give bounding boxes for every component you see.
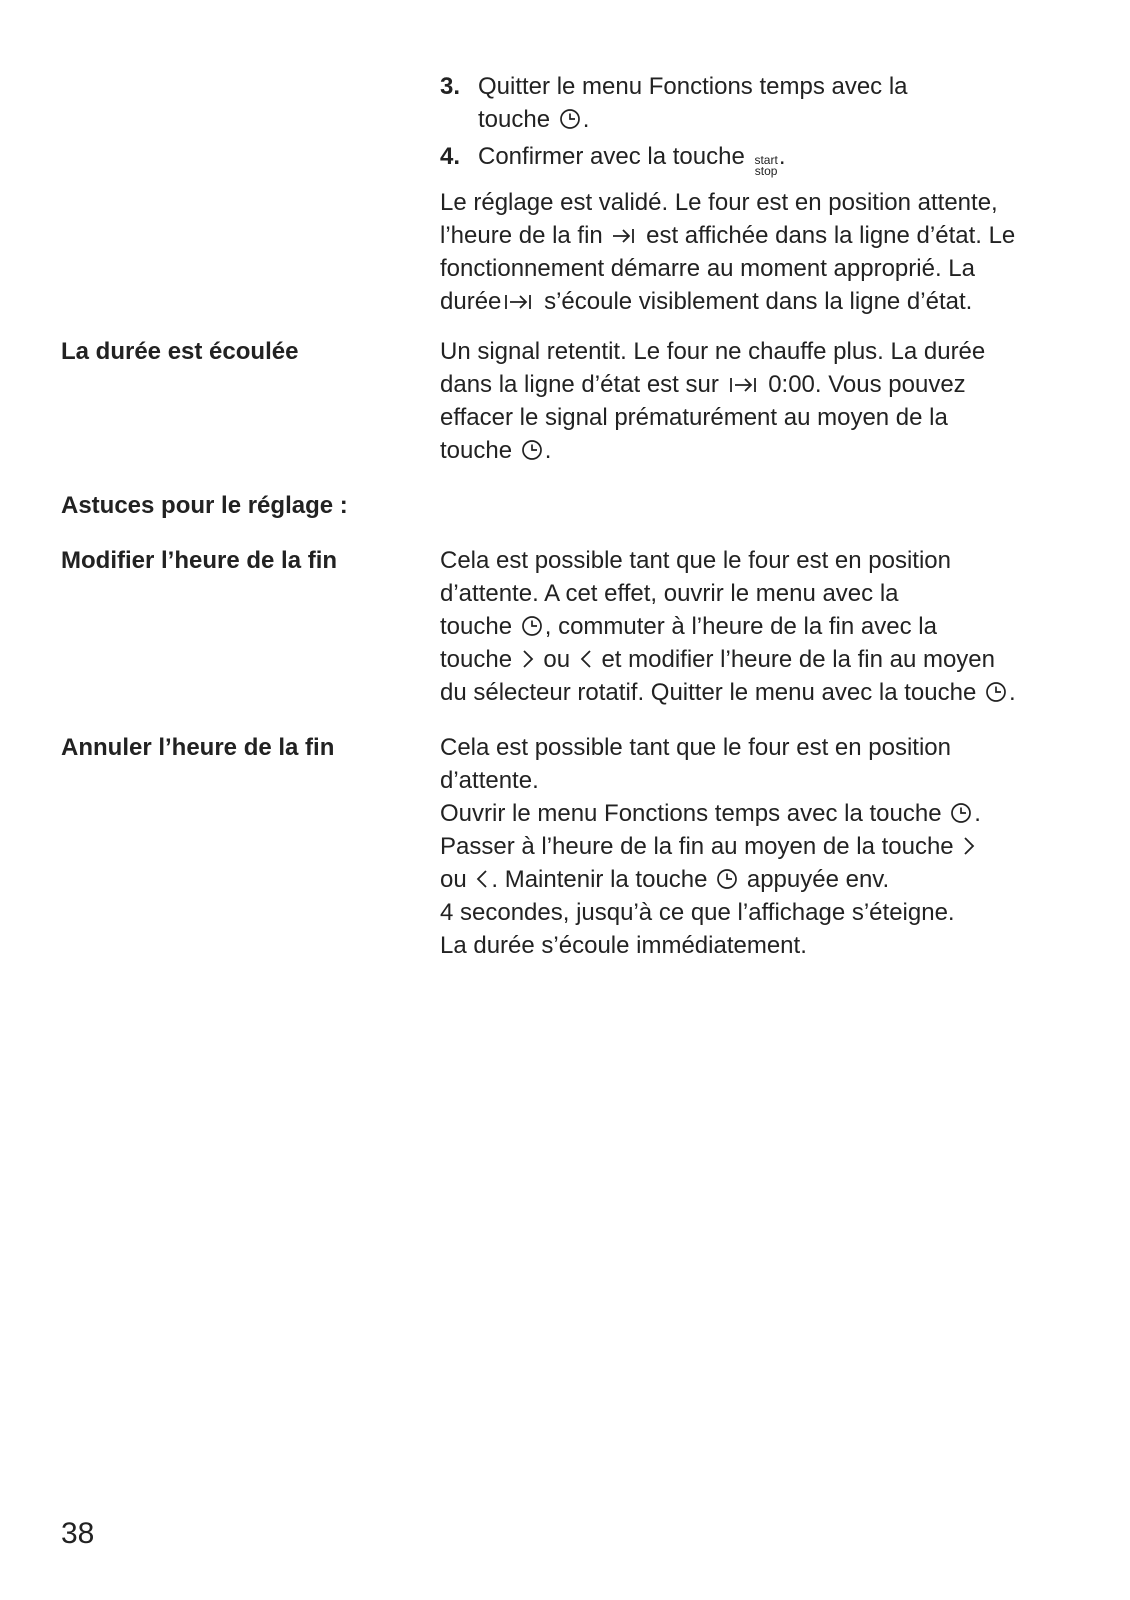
clock-icon: [716, 868, 738, 890]
paragraph-line: d’attente. A cet effet, ouvrir le menu avec la: [440, 580, 899, 607]
cancel-paragraph: [440, 731, 1080, 962]
paragraph-line: fonctionnement démarre au moment approprié. La: [440, 255, 975, 282]
text: est affichée dans la ligne d’état. Le: [646, 222, 1016, 249]
step-number: 4.: [440, 143, 461, 170]
text: dans la ligne d’état est sur: [440, 371, 719, 398]
text: touche: [440, 613, 513, 640]
step-text-line: [478, 103, 1080, 136]
section-heading-elapsed: La durée est écoulée: [61, 338, 299, 365]
page-number: 38: [61, 1517, 95, 1550]
paragraph-line: Cela est possible tant que le four est en position: [440, 734, 951, 761]
paragraph-line: [440, 676, 1080, 709]
step-4: [440, 140, 1080, 177]
start-key-label: start: [754, 153, 778, 167]
paragraph-line: 4 secondes, jusqu’à ce que l’affichage s’éteigne.: [440, 899, 955, 926]
text: Ouvrir le menu Fonctions temps avec la touche: [440, 800, 942, 827]
chevron-right-icon: [521, 648, 535, 670]
paragraph-line: La durée s’écoule immédiatement.: [440, 932, 807, 959]
text: touche: [440, 646, 513, 673]
duration-icon: [728, 375, 760, 395]
paragraph-line: Le réglage est validé. Le four est en position attente,: [440, 189, 998, 216]
text: . Maintenir la touche: [491, 866, 708, 893]
text: 0:00. Vous pouvez: [768, 371, 966, 398]
paragraph-line: [440, 285, 1080, 318]
paragraph-line: Cela est possible tant que le four est en position: [440, 547, 951, 574]
section-heading-cancel: Annuler l’heure de la fin: [61, 734, 335, 761]
step-text: Confirmer avec la touche: [478, 143, 745, 170]
text: , commuter à l’heure de la fin avec la: [544, 613, 937, 640]
step-text-line: [478, 140, 1080, 177]
paragraph-line: Un signal retentit. Le four ne chauffe plus. La durée: [440, 338, 986, 365]
paragraph-line: d’attente.: [440, 767, 539, 794]
text: et modifier l’heure de la fin au moyen: [601, 646, 996, 673]
end-time-icon: [611, 226, 637, 246]
paragraph-line: [440, 863, 1080, 896]
text: s’écoule visiblement dans la ligne d’état.: [544, 288, 973, 315]
step-text: Quitter le menu Fonctions temps avec la: [478, 73, 908, 100]
text: durée: [440, 288, 502, 315]
modify-paragraph: [440, 544, 1080, 709]
paragraph-line: [440, 368, 1080, 401]
section-heading-tips: Astuces pour le réglage :: [61, 492, 348, 519]
clock-icon: [559, 108, 581, 130]
paragraph-line: effacer le signal prématurément au moyen de la: [440, 404, 948, 431]
chevron-right-icon: [962, 835, 976, 857]
step-text: .: [582, 106, 590, 133]
paragraph-line: [440, 643, 1080, 676]
paragraph-line: [440, 219, 1080, 252]
paragraph-line: [440, 797, 1080, 830]
text: .: [544, 437, 552, 464]
step-text: .: [778, 143, 786, 170]
duration-icon: [503, 292, 535, 312]
clock-icon: [521, 615, 543, 637]
section-heading-modify: Modifier l’heure de la fin: [61, 547, 338, 574]
start-stop-key-icon: [754, 155, 777, 177]
text: .: [1008, 679, 1016, 706]
step-3: [440, 70, 1080, 136]
clock-icon: [985, 681, 1007, 703]
elapsed-paragraph: [440, 335, 1080, 467]
text: ou: [440, 866, 467, 893]
text: touche: [440, 437, 513, 464]
text: du sélecteur rotatif. Quitter le menu avec la touche: [440, 679, 977, 706]
paragraph-line: [440, 830, 1080, 863]
chevron-left-icon: [579, 648, 593, 670]
clock-icon: [521, 439, 543, 461]
paragraph-line: [440, 434, 1080, 467]
text: appuyée env.: [746, 866, 890, 893]
text: l’heure de la fin: [440, 222, 603, 249]
text: Passer à l’heure de la fin au moyen de la touche: [440, 833, 954, 860]
paragraph-line: [440, 610, 1080, 643]
text: ou: [543, 646, 571, 673]
stop-key-label: stop: [754, 164, 778, 178]
chevron-left-icon: [475, 868, 489, 890]
step-text: touche: [478, 106, 551, 133]
step-number: 3.: [440, 73, 461, 100]
step-4-wrap: [440, 140, 1080, 177]
text: .: [974, 800, 981, 827]
clock-icon: [950, 802, 972, 824]
step-list: [440, 70, 1080, 136]
confirmation-paragraph: [440, 186, 1080, 318]
